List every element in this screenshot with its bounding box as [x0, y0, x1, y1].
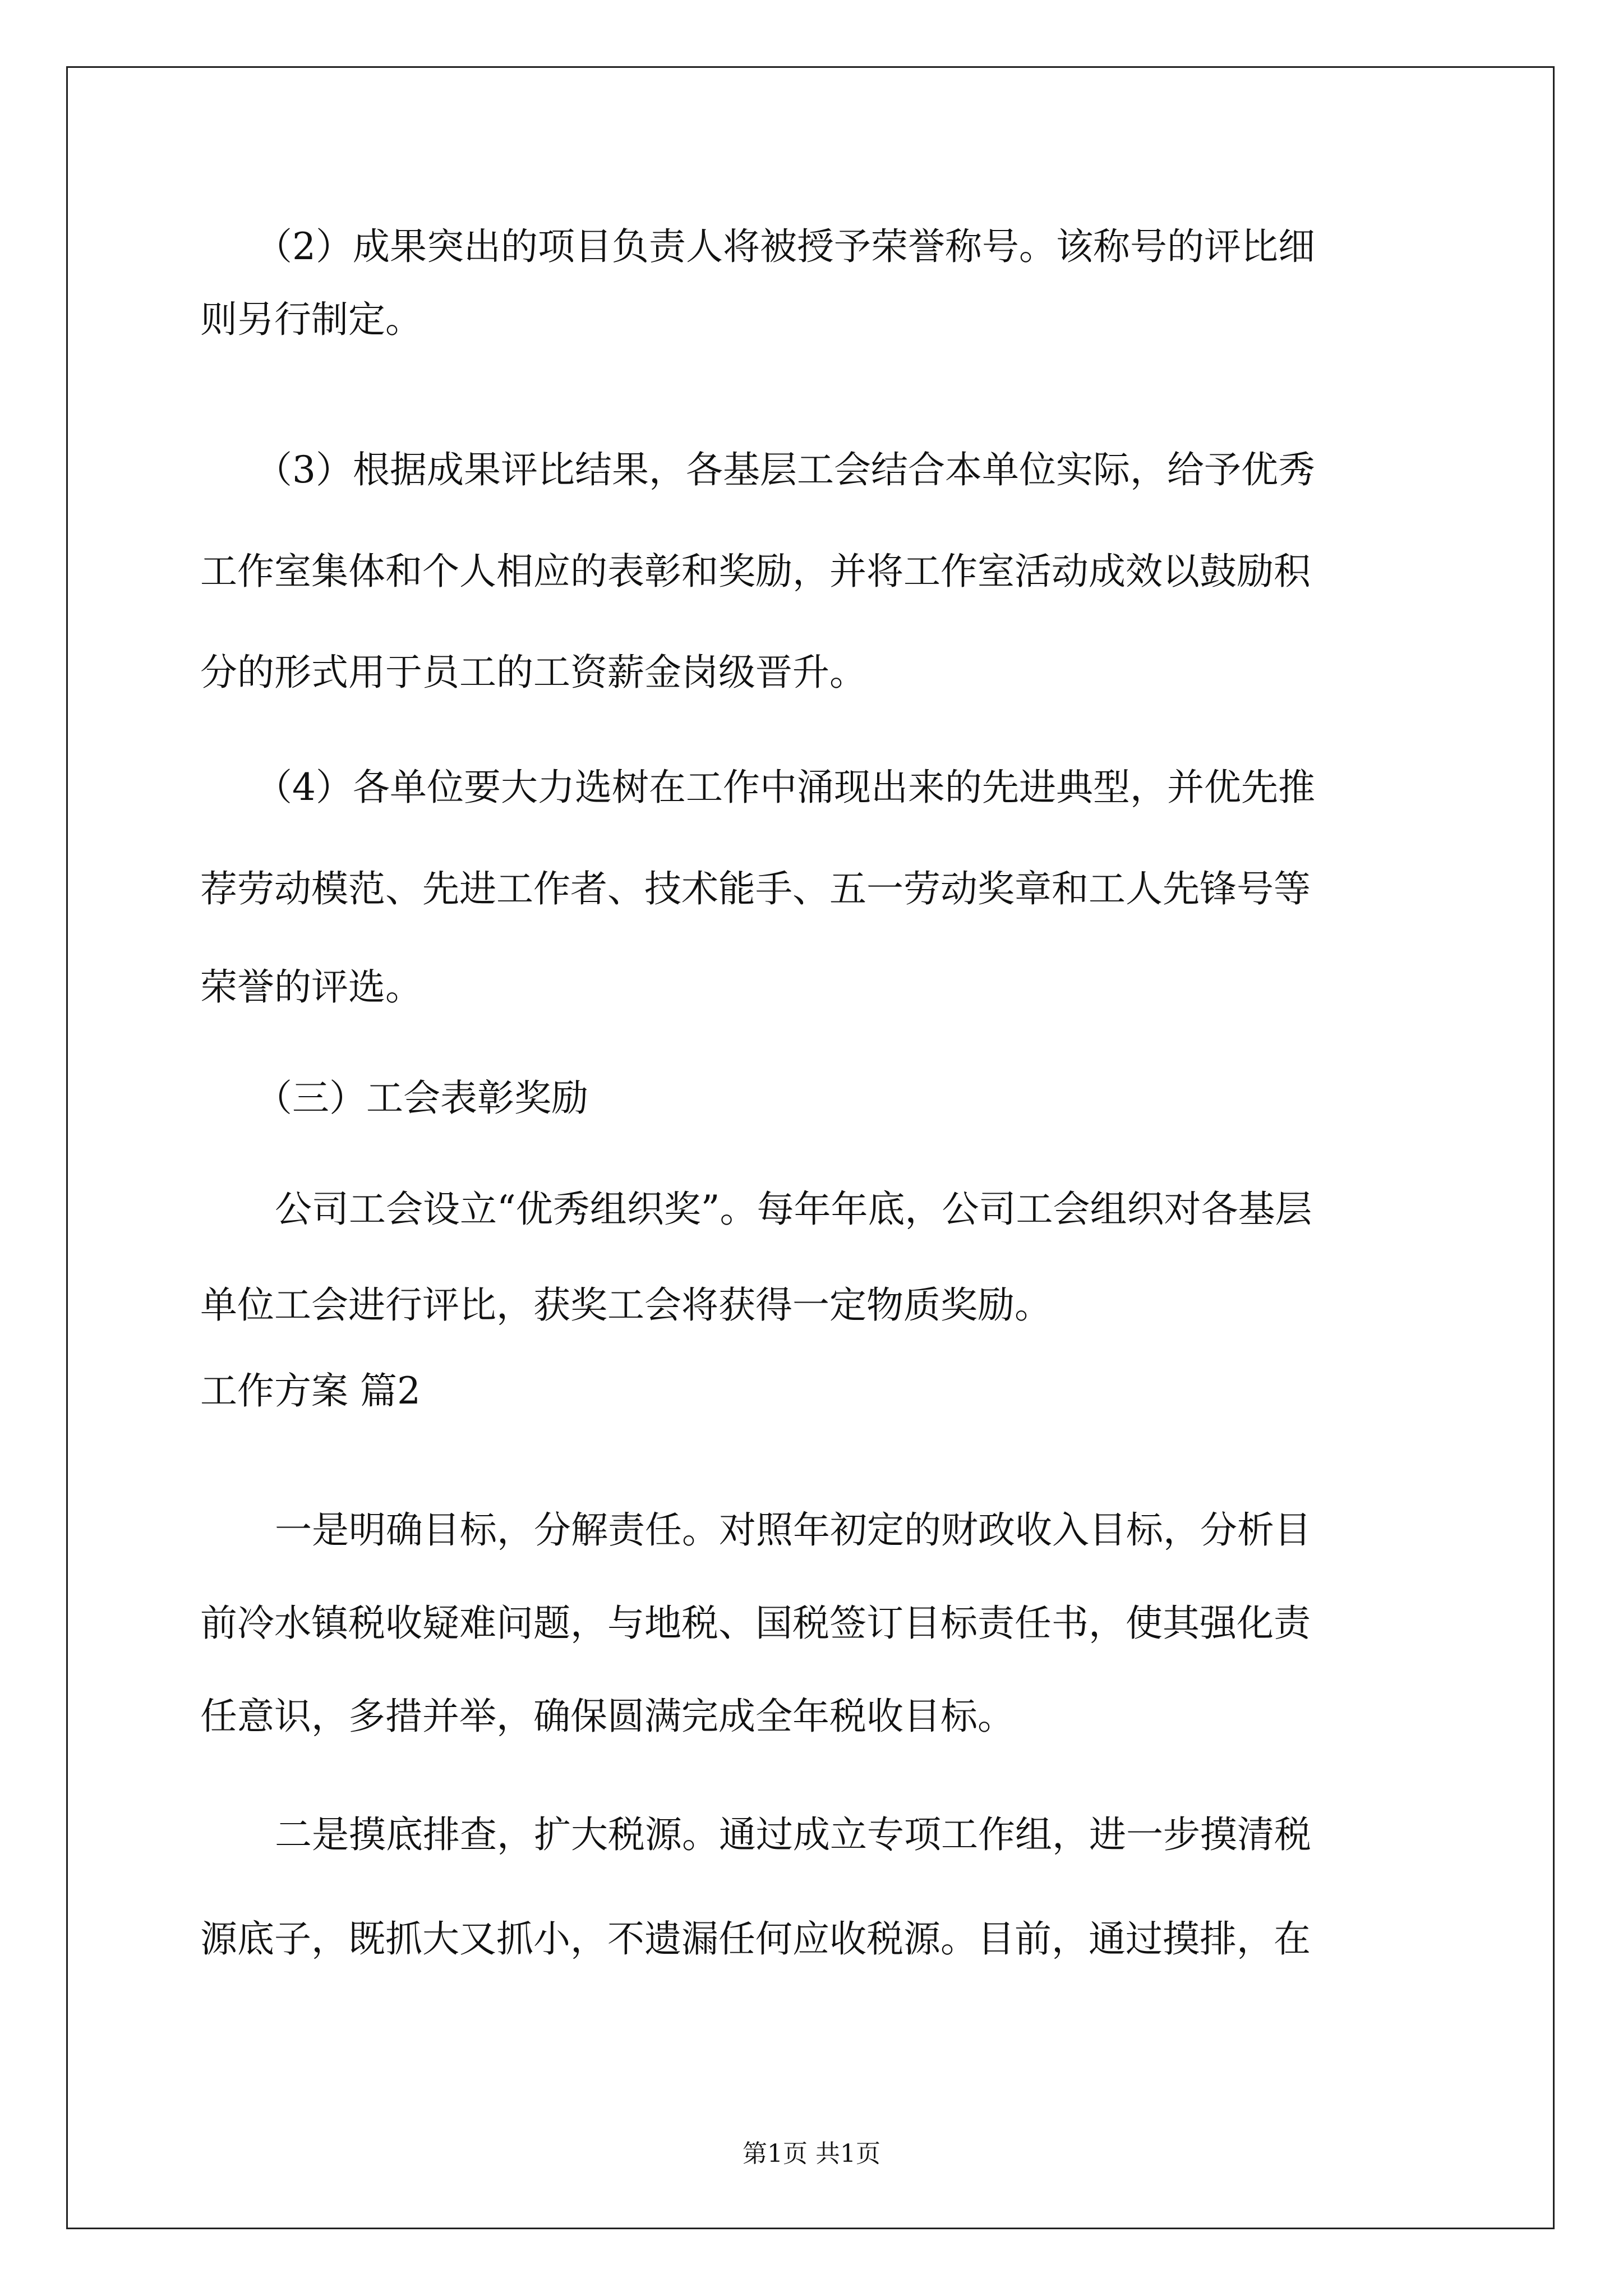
paragraph-line-15: 任意识，多措并举，确保圆满完成全年税收目标。: [200, 1695, 1015, 1738]
section-heading: （三）工会表彰奖励: [255, 1076, 588, 1120]
page-footer: 第1页 共1页: [743, 2139, 880, 2168]
plan-heading: 工作方案 篇2: [200, 1369, 421, 1412]
paragraph-line-11: 单位工会进行评比，获奖工会将获得一定物质奖励。: [200, 1283, 1052, 1327]
paragraph-line-16: 二是摸底排查，扩大税源。通过成立专项工作组，进一步摸清税: [275, 1813, 1311, 1856]
paragraph-line-5: 分的形式用于员工的工资薪金岗级晋升。: [200, 651, 866, 694]
paragraph-line-17: 源底子，既抓大又抓小，不遗漏任何应收税源。目前，通过摸排，在: [200, 1917, 1311, 1961]
paragraph-line-7: 荐劳动模范、先进工作者、技术能手、五一劳动奖章和工人先锋号等: [200, 867, 1311, 910]
paragraph-line-3: （3）根据成果评比结果，各基层工会结合本单位实际，给予优秀: [255, 448, 1315, 491]
page-border: [66, 66, 1555, 2229]
paragraph-line-13: 一是明确目标，分解责任。对照年初定的财政收入目标，分析目: [275, 1508, 1311, 1552]
paragraph-line-8: 荣誉的评选。: [200, 965, 422, 1009]
paragraph-line-2: 则另行制定。: [200, 298, 422, 341]
paragraph-line-4: 工作室集体和个人相应的表彰和奖励，并将工作室活动成效以鼓励积: [200, 550, 1311, 593]
paragraph-line-10: 公司工会设立“优秀组织奖”。每年年底，公司工会组织对各基层: [275, 1188, 1312, 1231]
paragraph-line-14: 前冷水镇税收疑难问题，与地税、国税签订目标责任书，使其强化责: [200, 1602, 1311, 1645]
paragraph-line-1: （2）成果突出的项目负责人将被授予荣誉称号。该称号的评比细: [255, 225, 1315, 268]
paragraph-line-6: （4）各单位要大力选树在工作中涌现出来的先进典型，并优先推: [255, 766, 1315, 809]
